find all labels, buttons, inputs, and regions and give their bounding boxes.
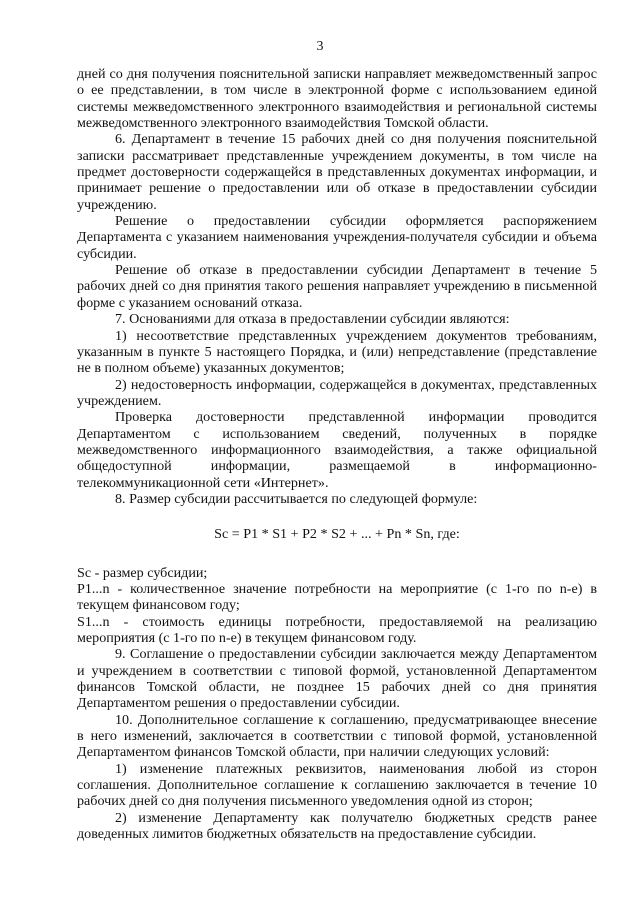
formula-definition-sc: Sc - размер субсидии;: [77, 564, 208, 581]
paragraph-decision-refused: Решение об отказе в предоставлении субсидии Департамент в течение 5 рабочих дней со дня принятия такого решения направляет учреждению в письменной форме с указанием оснований отказа.: [77, 262, 597, 311]
paragraph-item-7: 7. Основаниями для отказа в предоставлении субсидии являются:: [115, 311, 510, 328]
paragraph-verification: Проверка достоверности представленной информации проводится Департаментом с использованием сведений, полученных в порядке межведомственного информационного взаимодействия, а также официальной общедоступной информации, размещаемой в информационно-телекоммуникационной сети «Интернет».: [77, 409, 597, 491]
formula-definition-s: S1...n - стоимость единицы потребности, предоставляемой на реализацию мероприятия (с 1-го по n-е) в текущем финансовом году.: [77, 613, 597, 646]
page-number: 3: [316, 39, 324, 54]
paragraph-item-9: 9. Соглашение о предоставлении субсидии заключается между Департаментом и учреждением в соответствии с типовой формой, установленной Департаментом финансов Томской области, не позднее 15 рабочих дней со дня принятия Департаментом решения о предоставлении субсидии.: [77, 646, 597, 712]
paragraph-item-6: 6. Департамент в течение 15 рабочих дней со дня получения пояснительной записки рассматривает представленные учреждением документы, в том числе на предмет достоверности содержащейся в представленных документах информации, и принимает решение о предоставлении или об отказе в предоставлении субсидии учреждению.: [77, 131, 597, 213]
paragraph-item-10: 10. Дополнительное соглашение к соглашению, предусматривающее внесение в него изменений, заключается в соответствии с типовой формой, установленной Департаментом финансов Томской области, при наличии следующих условий:: [77, 711, 597, 761]
paragraph-item-10-2: 2) изменение Департаменту как получателю бюджетных средств ранее доведенных лимитов бюджетных обязательств на предоставление субсидии.: [77, 809, 597, 843]
paragraph-continuation: дней со дня получения пояснительной записки направляет межведомственный запрос о ее представлении, в том числе в электронной форме с использованием единой системы межведомственного электронного взаимодействия и региональной системы межведомственного электронного взаимодействия Томской области.: [77, 66, 597, 132]
paragraph-decision-granted: Решение о предоставлении субсидии оформляется распоряжением Департамента с указанием наименования учреждения-получателя субсидии и объема субсидии.: [77, 213, 597, 262]
formula-definition-p: P1...n - количественное значение потребности на мероприятие (с 1-го по n-е) в текущем финансовом году;: [77, 580, 597, 614]
document-body: [77, 66, 597, 842]
paragraph-item-7-1: 1) несоответствие представленных учреждением документов требованиям, указанным в пункте 5 настоящего Порядка, и (или) непредставление (представление не в полном объеме) указанных документов;: [77, 327, 597, 377]
paragraph-item-10-1: 1) изменение платежных реквизитов, наименования любой из сторон соглашения. Дополнительное соглашение к соглашению заключается в течение 10 рабочих дней со дня получения письменного уведомления одной из сторон;: [77, 760, 597, 810]
subsidy-formula: Sc = P1 * S1 + P2 * S2 + ... + Pn * Sn, где:: [214, 526, 460, 543]
paragraph-item-8: 8. Размер субсидии рассчитывается по следующей формуле:: [115, 490, 478, 507]
paragraph-item-7-2: 2) недостоверность информации, содержащейся в документах, представленных учреждением.: [77, 376, 597, 409]
